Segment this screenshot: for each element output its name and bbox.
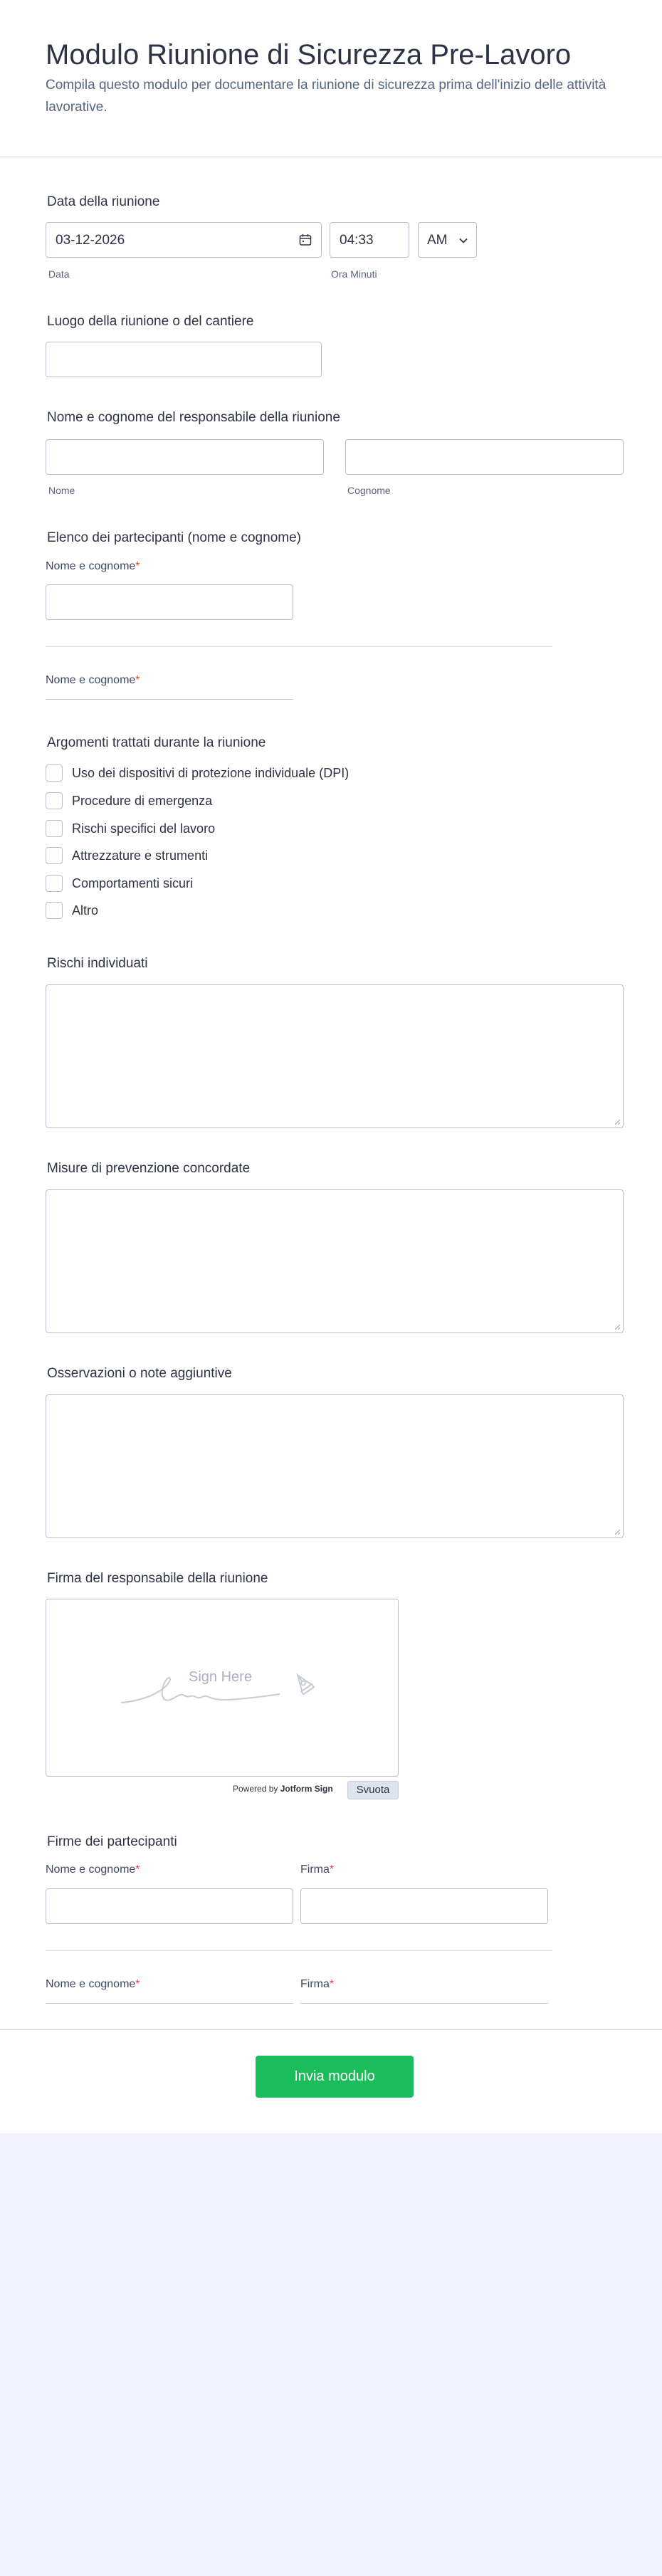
resize-grip-icon[interactable]: [614, 1323, 621, 1330]
signature-name-input-2[interactable]: [46, 2003, 293, 2004]
signature-sign-input-1[interactable]: [300, 1888, 548, 1924]
leader-name-label: Nome e cognome del responsabile della riunione: [47, 410, 340, 425]
ampm-select[interactable]: [418, 222, 477, 258]
date-sublabel: Data: [48, 268, 70, 280]
checkbox[interactable]: [46, 820, 63, 837]
participant-signatures-label: Firme dei partecipanti: [47, 1834, 177, 1849]
form-header: [0, 0, 662, 157]
topic-option-equipment[interactable]: [46, 847, 208, 864]
signature-name-label-2: Nome e cognome*: [46, 1978, 140, 1990]
participant-name-label-2: Nome e cognome*: [46, 674, 140, 686]
topic-option-risks[interactable]: [46, 820, 215, 837]
resize-grip-icon[interactable]: [614, 1118, 621, 1125]
risks-label: Rischi individuati: [47, 956, 148, 971]
checkbox-label: Altro: [72, 903, 99, 918]
last-name-sublabel: Cognome: [347, 485, 391, 496]
submit-button[interactable]: Invia modulo: [256, 2056, 414, 2098]
notes-textarea[interactable]: [46, 1394, 624, 1538]
checkbox-label: Procedure di emergenza: [72, 793, 213, 808]
first-name-input[interactable]: [46, 439, 324, 475]
date-value: 03-12-2026: [56, 233, 125, 248]
topic-option-emergency[interactable]: [46, 792, 212, 809]
time-input[interactable]: [330, 222, 409, 258]
meeting-date-label: Data della riunione: [47, 194, 160, 209]
topics-label: Argomenti trattati durante la riunione: [47, 735, 266, 750]
checkbox-label: Uso dei dispositivi di protezione individuale (DPI): [72, 765, 350, 780]
topic-option-dpi[interactable]: [46, 764, 349, 782]
time-value: 04:33: [340, 233, 374, 248]
signature-sign-label-1: Firma*: [300, 1863, 335, 1876]
powered-by-text: Powered by Jotform Sign: [233, 1784, 333, 1794]
last-name-input[interactable]: [345, 439, 624, 475]
topic-option-behavior[interactable]: [46, 875, 193, 892]
signature-scribble-icon: [117, 1667, 317, 1710]
date-input[interactable]: [46, 222, 322, 258]
first-name-sublabel: Nome: [48, 485, 75, 496]
clear-signature-button[interactable]: Svuota: [347, 1781, 399, 1799]
notes-label: Osservazioni o note aggiuntive: [47, 1366, 232, 1381]
signature-pad[interactable]: [46, 1599, 399, 1777]
participant-name-input-2[interactable]: [46, 699, 293, 700]
measures-label: Misure di prevenzione concordate: [47, 1161, 251, 1176]
participant-name-input-1[interactable]: [46, 584, 293, 620]
calendar-icon[interactable]: [299, 233, 312, 250]
participant-name-label-1: Nome e cognome*: [46, 560, 140, 572]
signature-sign-input-2[interactable]: [300, 2003, 548, 2004]
participant-divider: [46, 646, 552, 647]
risks-textarea[interactable]: [46, 984, 624, 1128]
location-label: Luogo della riunione o del cantiere: [47, 314, 254, 329]
time-sublabel: Ora Minuti: [331, 268, 377, 280]
measures-textarea[interactable]: [46, 1189, 624, 1333]
checkbox[interactable]: [46, 875, 63, 892]
checkbox-label: Comportamenti sicuri: [72, 876, 194, 890]
signature-name-label-1: Nome e cognome*: [46, 1863, 140, 1876]
checkbox[interactable]: [46, 847, 63, 864]
signature-divider: [46, 1950, 552, 1951]
form-subtitle: Compila questo modulo per documentare la riunione di sicurezza prima dell'inizio delle attività lavorative.: [46, 78, 606, 115]
pen-icon: [288, 1668, 317, 1700]
checkbox[interactable]: [46, 902, 63, 919]
leader-signature-label: Firma del responsabile della riunione: [47, 1571, 268, 1586]
topic-option-other[interactable]: [46, 902, 98, 919]
checkbox[interactable]: [46, 792, 63, 809]
checkbox-label: Rischi specifici del lavoro: [72, 821, 216, 836]
signature-sign-label-2: Firma*: [300, 1978, 335, 1990]
signature-name-input-1[interactable]: [46, 1888, 293, 1924]
chevron-down-icon: [458, 236, 468, 249]
resize-grip-icon[interactable]: [614, 1528, 621, 1535]
ampm-value: AM: [427, 233, 448, 248]
form-title: Modulo Riunione di Sicurezza Pre-Lavoro: [46, 39, 572, 70]
checkbox[interactable]: [46, 764, 63, 782]
sign-here-placeholder: Sign Here: [189, 1669, 252, 1685]
participants-label: Elenco dei partecipanti (nome e cognome): [47, 530, 301, 545]
checkbox-label: Attrezzature e strumenti: [72, 848, 209, 863]
footer-divider: [0, 2029, 662, 2030]
location-input[interactable]: [46, 342, 322, 377]
